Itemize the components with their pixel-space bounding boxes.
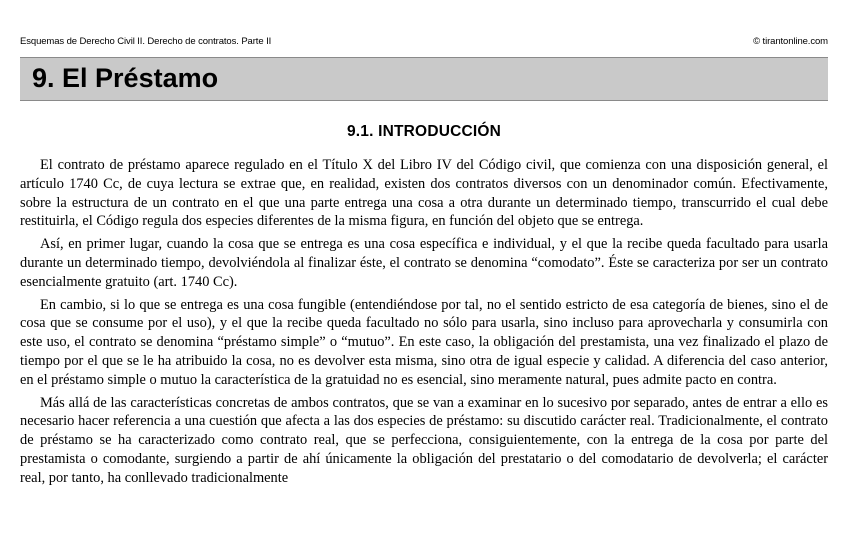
header-copyright: © tirantonline.com [753, 36, 828, 47]
paragraph-1: El contrato de préstamo aparece regulado en el Título X del Libro IV del Código civil, que comienza con una disposición general, el artículo 1740 Cc, de cuya lectura se extrae que, en realidad, existen dos contratos diversos con un denominador común. Efectivamente, sobre la estructura de un contrato en el que una parte entrega una cosa a otra durante un determinado tiempo, transcurrido el cual debe restituirla, el Código regula dos especies diferentes de la misma figura, en función del objeto que se entrega. [20, 157, 828, 230]
paragraph-4: Más allá de las características concretas de ambos contratos, que se van a examinar en lo sucesivo por separado, antes de entrar a ello es necesario hacer referencia a una cuestión que afecta a las dos especies de préstamo: su discutido carácter real. Tradicionalmente, el contrato de préstamo se ha caracterizado como contrato real, que se perfecciona, consiguientemente, con la entrega de la cosa por parte del prestamista o comodante, surgiendo a partir de ahí únicamente la obligación del prestatario o del comodatario de devolverla; el carácter real, por tanto, ha conllevado tradicionalmente [20, 394, 828, 486]
chapter-title: 9. El Préstamo [32, 63, 219, 93]
paragraph-3: En cambio, si lo que se entrega es una cosa fungible (entendiéndose por tal, no el sentido estricto de esa categoría de bienes, sino el de cosa que se consume por el uso), y el que la recibe queda facultado no sólo para usarla, sino incluso para aprovecharla y consumirla con este uso, el contrato se denomina “préstamo simple” o “mutuo”. En este caso, la obligación del prestamista, una vez finalizado el plazo de tiempo por el que se le ha atribuido la cosa, no es devolver esta misma, sino otra de igual especie y calidad. A diferencia del caso anterior, en el préstamo simple o mutuo la característica de la gratuidad no es esencial, sino meramente natural, pues admite pacto en contra. [20, 296, 828, 388]
header-book-title: Esquemas de Derecho Civil II. Derecho de contratos. Parte II [20, 36, 272, 47]
paragraph-2: Así, en primer lugar, cuando la cosa que se entrega es una cosa específica e individual, y el que la recibe queda facultado para usarla durante un determinado tiempo, devolviéndola al finalizar éste, el contrato se denomina “comodato”. Éste se caracteriza por ser un contrato esencialmente gratuito (art. 1740 Cc). [20, 236, 828, 290]
running-header [20, 36, 828, 50]
section-title: 9.1. INTRODUCCIÓN [346, 123, 502, 140]
body-text [20, 156, 828, 492]
chapter-title-band [20, 57, 828, 101]
